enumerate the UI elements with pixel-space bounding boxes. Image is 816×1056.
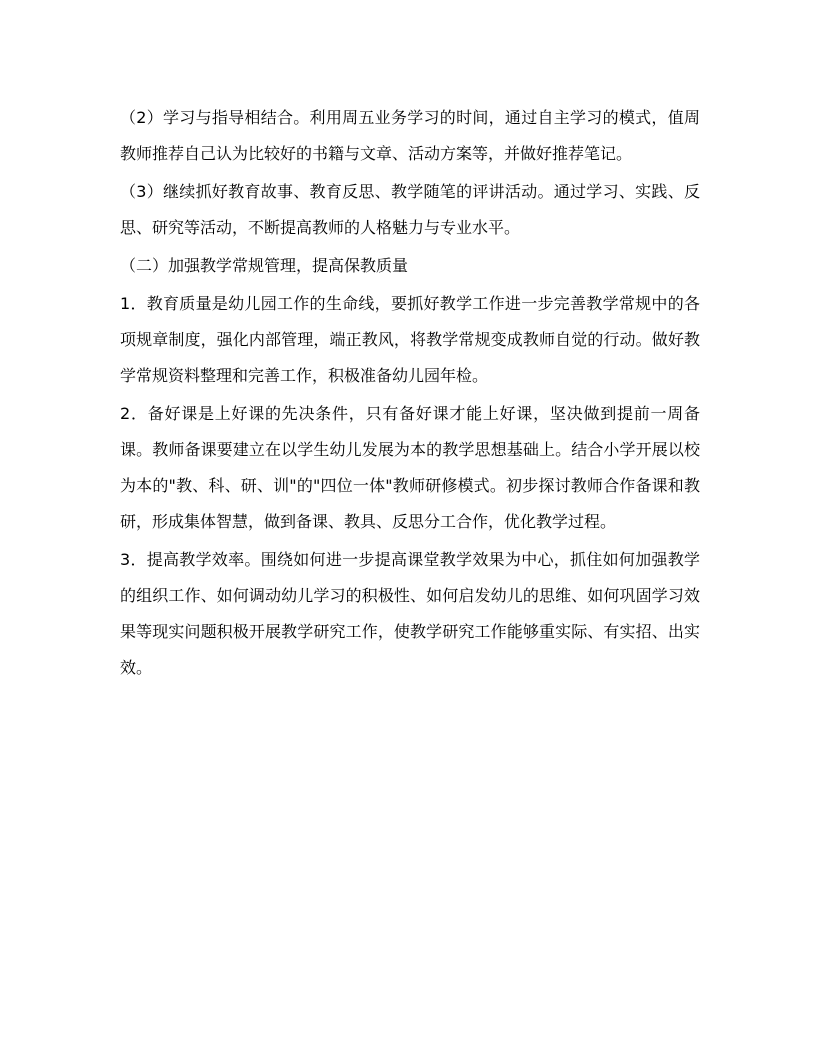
paragraph-education-quality: 1．教育质量是幼儿园工作的生命线，要抓好教学工作进一步完善教学常规中的各项规章制度，强化内部管理，端正教风，将教学常规变成教师自觉的行动。做好教学常规资料整理和完善工作，积极准备幼儿园年检。 bbox=[120, 294, 700, 385]
section-heading-teaching-management: （二）加强教学常规管理，提高保教质量 bbox=[120, 256, 409, 275]
paragraph-study-guidance: （2）学习与指导相结合。利用周五业务学习的时间，通过自主学习的模式，值周教师推荐自己认为比较好的书籍与文章、活动方案等，并做好推荐笔记。 bbox=[120, 108, 700, 163]
paragraph-education-stories: （3）继续抓好教育故事、教育反思、教学随笔的评讲活动。通过学习、实践、反思、研究等活动，不断提高教师的人格魅力与专业水平。 bbox=[120, 182, 700, 237]
document-body bbox=[120, 100, 700, 686]
paragraph-lesson-preparation: 2．备好课是上好课的先决条件，只有备好课才能上好课，坚决做到提前一周备课。教师备课要建立在以学生幼儿发展为本的教学思想基础上。结合小学开展以校为本的"教、科、研、训"的"四位一体"教师研修模式。初步探讨教师合作备课和教研，形成集体智慧，做到备课、教具、反思分工合作，优化教学过程。 bbox=[120, 404, 700, 531]
paragraph-teaching-efficiency: 3．提高教学效率。围绕如何进一步提高课堂教学效果为中心，抓住如何加强教学的组织工作、如何调动幼儿学习的积极性、如何启发幼儿的思维、如何巩固学习效果等现实问题积极开展教学研究工作，使教学研究工作能够重实际、有实招、出实效。 bbox=[120, 550, 700, 677]
